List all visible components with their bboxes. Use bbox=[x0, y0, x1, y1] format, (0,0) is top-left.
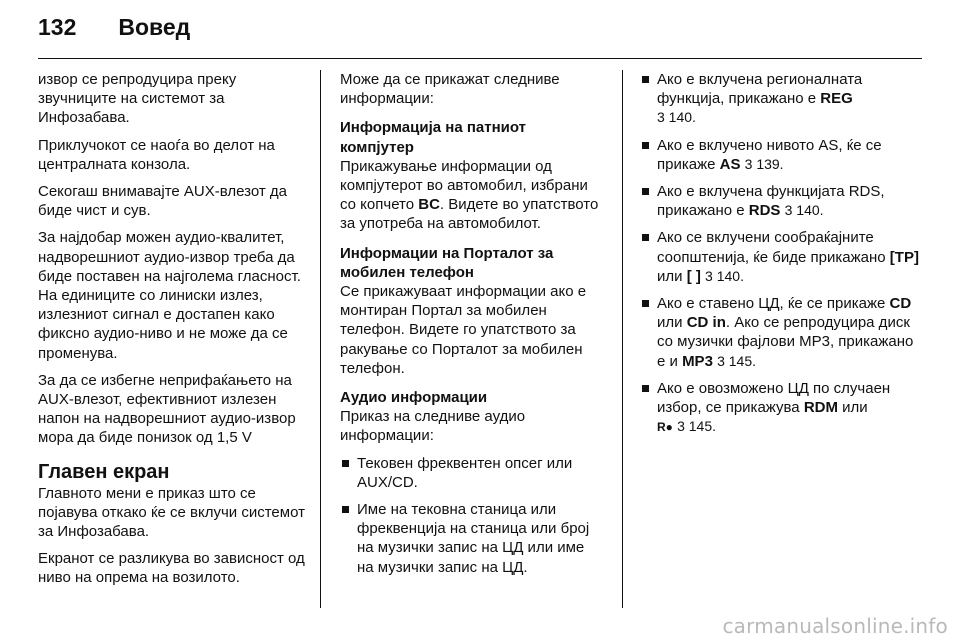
bc-button-label: BC bbox=[418, 196, 440, 214]
paragraph: За да се избегне неприфаќањето на AUX-влезот, ефективниот излезен напон на надворешниот аудио-извор мора да биде понизок од 1,5 V bbox=[38, 371, 296, 447]
bullet-icon bbox=[642, 234, 649, 241]
paragraph: Приказ на следниве аудио информации: bbox=[340, 408, 526, 445]
column-right bbox=[640, 70, 922, 445]
bullet-icon bbox=[642, 142, 649, 149]
page-number: 132 bbox=[38, 14, 77, 40]
bullet-icon bbox=[342, 506, 349, 513]
list-item: Ако е ставено ЦД, ќе се прикаже CD или CD in. Ако се репродуцира диск со музички фајлови MP3, прикажано е и MP3 3 145. bbox=[640, 294, 922, 371]
page-header bbox=[38, 14, 190, 48]
paragraph: Приклучокот се наоѓа во делот на централната конзола. bbox=[38, 136, 275, 173]
paragraph: Секогаш внимавајте AUX-влезот да биде чист и сув. bbox=[38, 183, 287, 220]
column-divider bbox=[320, 70, 321, 608]
bullet-list bbox=[640, 70, 922, 437]
watermark: carmanualsonline.info bbox=[722, 614, 948, 638]
page-reference: 3 140. bbox=[657, 109, 696, 126]
bullet-icon bbox=[642, 188, 649, 195]
paragraph: Екранот се разликува во зависност од ниво на опрема на возилото. bbox=[38, 550, 305, 587]
header-rule bbox=[38, 58, 922, 59]
subheading: Информација на патниот компјутер bbox=[340, 119, 526, 156]
page-reference: 3 145. bbox=[717, 352, 757, 369]
paragraph: Главното мени е приказ што се појавува откако ќе се вклучи системот за Инфозабава. bbox=[38, 484, 305, 541]
page-reference: 3 139. bbox=[744, 155, 784, 172]
column-left bbox=[38, 70, 314, 596]
paragraph: За најдобар можен аудио-квалитет, надворешниот аудио-извор треба да биде поставен на најголема гласност. На единиците со линиски излез, излезниот сигнал е достапен како фиксно аудио-ниво и не може да се променува. bbox=[38, 229, 301, 362]
subheading: Аудио информации bbox=[340, 389, 488, 407]
page-title: Вовед bbox=[118, 14, 191, 40]
random-play-icon: R● bbox=[657, 420, 673, 435]
bullet-list bbox=[340, 454, 604, 577]
column-divider bbox=[622, 70, 623, 608]
section-heading: Главен екран bbox=[38, 460, 170, 483]
list-item: Ако се вклучени сообраќајните соопштенија, ќе биде прикажано [TP] или [ ] 3 140. bbox=[640, 228, 922, 286]
page-reference: 3 145. bbox=[677, 418, 717, 435]
bullet-icon bbox=[642, 76, 649, 83]
paragraph: Се прикажуваат информации ако е монтиран Портал за мобилен телефон. Видете го упатството за ракување со Порталот за мобилен телефон. bbox=[340, 283, 587, 377]
paragraph: Прикажување информации од компјутерот во автомобил, избрани со копчето BC. Видете во упатството за употреба на автомобилот. bbox=[340, 157, 599, 233]
list-item: Име на тековна станица или фреквенција на станица или број на музички запис на ЦД или име на музички запис на ЦД. bbox=[340, 500, 604, 577]
list-item: Тековен фреквентен опсег или AUX/CD. bbox=[340, 454, 604, 492]
paragraph: Може да се прикажат следниве информации: bbox=[340, 71, 560, 108]
bullet-icon bbox=[342, 460, 349, 467]
column-middle bbox=[340, 70, 604, 585]
list-item: Ако е вклучена регионалната функција, прикажано е REG 3 140. bbox=[640, 70, 922, 128]
list-item: Ако е овозможено ЦД по случаен избор, се прикажува RDM или R● 3 145. bbox=[640, 379, 922, 438]
subheading: Информации на Порталот за мобилен телефон bbox=[340, 244, 554, 281]
paragraph: извор се репродуцира преку звучниците на системот за Инфозабава. bbox=[38, 71, 237, 127]
list-item: Ако е вклучена функцијата RDS, прикажано е RDS 3 140. bbox=[640, 182, 922, 220]
list-item: Ако е вклучено нивото AS, ќе се прикаже AS 3 139. bbox=[640, 136, 922, 174]
bullet-icon bbox=[642, 385, 649, 392]
bullet-icon bbox=[642, 300, 649, 307]
page-reference: 3 140. bbox=[705, 267, 744, 284]
page-reference: 3 140. bbox=[784, 202, 824, 219]
